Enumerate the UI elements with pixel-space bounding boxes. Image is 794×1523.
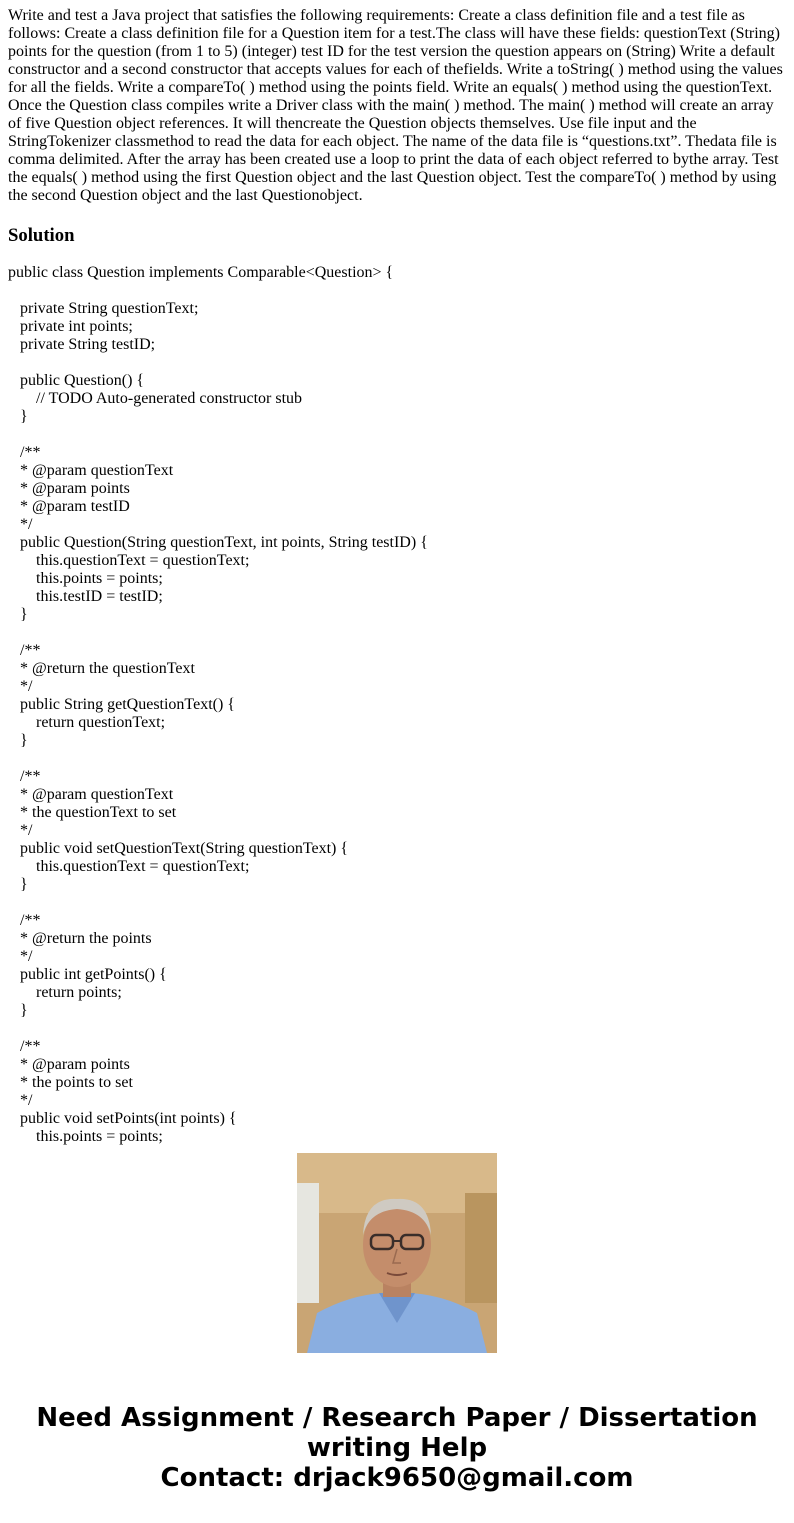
- solution-code: public class Question implements Comparable<Question> { private String questionText; private int points; private String testID; public Question() { // TODO Auto-generated constructor stub } /** * @param questionText * @param points * @param testID */ public Question(String questionText, int points, String testID) { this.questionText = questionText; this.points = points; this.testID = testID; } /** * @return the questionText */ public String getQuestionText() { return questionText; } /** * @param questionText * the questionText to set */ public void setQuestionText(String questionText) { this.questionText = questionText; } /** * @return the points */ public int getPoints() { return points; } /** * @param points * the points to set */ public void setPoints(int points) { this.points = points;: [8, 264, 428, 1145]
- problem-statement: Write and test a Java project that satisfies the following requirements: Create a class definition file and a test file as follows: Create a class definition file for a Question item for a test.The class will have these fields: questionText (String) points for the question (from 1 to 5) (integer) test ID for the test version the question appears on (String) Write a default constructor and a second constructor that accepts values for each of thefields. Write a toString( ) method using the values for all the fields. Write a compareTo( ) method using the points field. Write an equals( ) method using the questionText. Once the Question class compiles write a Driver class with the main( ) method. The main( ) method will create an array of five Question object references. It will thencreate the Question objects themselves. Use file input and the StringTokenizer classmethod to read the data for each object. The name of the data file is “questions.txt”. Thedata file is comma delimited. After the array has been created use a loop to print the data of each object referred to bythe array. Test the equals( ) method using the first Question object and the last Question object. Test the compareTo( ) method by using the second Question object and the last Questionobject.: [8, 7, 783, 204]
- contact-banner: [0, 1403, 794, 1493]
- solution-heading: Solution: [8, 225, 75, 246]
- author-avatar: [297, 1153, 497, 1353]
- contact-line-2: writing Help: [306, 1433, 488, 1463]
- contact-line-3: Contact: drjack9650@gmail.com: [160, 1463, 634, 1493]
- author-photo: [297, 1153, 497, 1353]
- contact-line-1: Need Assignment / Research Paper / Dissertation: [36, 1403, 758, 1433]
- solution-code-block: [8, 264, 786, 1145]
